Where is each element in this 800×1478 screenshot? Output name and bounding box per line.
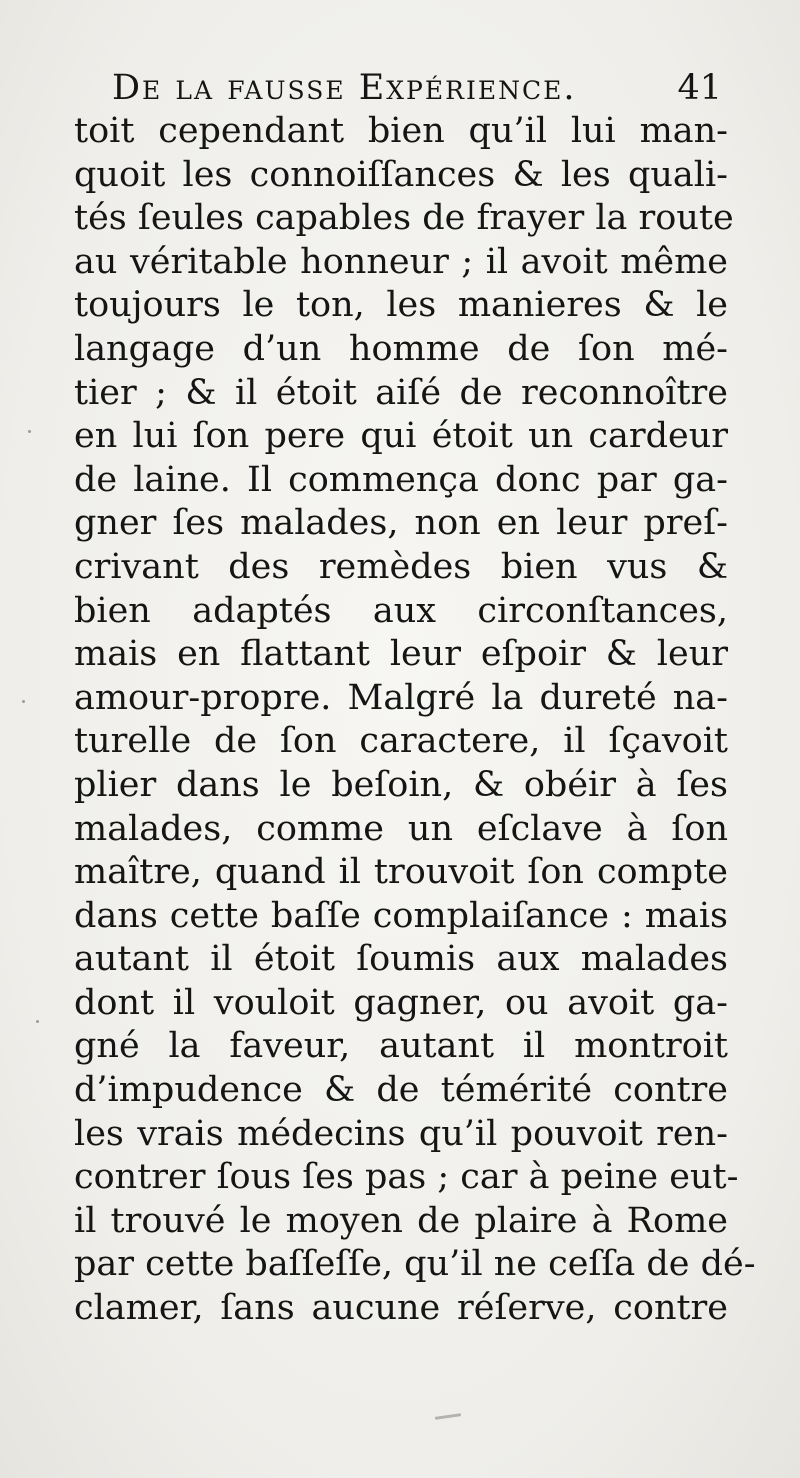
paper-fleck <box>28 430 31 433</box>
text-line: par cette baſſeſſe, qu’il ne ceſſa de dé- <box>74 1244 756 1285</box>
text-line: dont il vouloit gagner, ou avoit ga- <box>74 982 728 1023</box>
page-number: 41 <box>677 68 722 108</box>
text-line: crivant des remèdes bien vus & <box>74 546 728 587</box>
text-line: contrer ſous ſes pas ; car à peine eut- <box>74 1157 739 1198</box>
text-line: quoit les connoiſſances & les quali- <box>74 154 728 195</box>
text-line: d’impudence & de témérité contre <box>74 1070 728 1111</box>
text-line: gné la faveur, autant il montroit <box>74 1026 728 1067</box>
text-line: amour-propre. Malgré la dureté na- <box>74 677 728 718</box>
text-line: gner ſes malades, non en leur preſ- <box>74 503 728 544</box>
paper-fleck <box>22 700 25 703</box>
running-title: De la fausse Expérience. <box>112 68 577 108</box>
text-line: maître, quand il trouvoit ſon compte <box>74 852 728 893</box>
text-line: au véritable honneur ; il avoit même <box>74 241 728 282</box>
paper-fleck <box>36 1020 39 1023</box>
text-line: bien adaptés aux circonſtances, <box>74 590 728 631</box>
text-line: de laine. Il commença donc par ga- <box>74 459 728 500</box>
text-line: dans cette baſſe complaiſance : mais <box>74 895 728 936</box>
text-line: plier dans le beſoin, & obéir à ſes <box>74 764 728 805</box>
text-line: en lui ſon pere qui étoit un cardeur <box>74 416 728 457</box>
ink-smudge <box>435 1413 461 1420</box>
text-line: langage d’un homme de ſon mé- <box>74 328 728 369</box>
text-line: malades, comme un eſclave à ſon <box>74 808 728 849</box>
text-line: mais en flattant leur eſpoir & leur <box>74 634 728 675</box>
text-line: turelle de ſon caractere, il ſçavoit <box>74 721 728 762</box>
text-line: il trouvé le moyen de plaire à Rome <box>74 1200 728 1241</box>
text-line: tier ; & il étoit aiſé de reconnoître <box>74 372 728 413</box>
text-line: tés ſeules capables de frayer la route <box>74 198 734 239</box>
text-line: autant il étoit ſoumis aux malades <box>74 939 728 980</box>
text-line: toujours le ton, les manieres & le <box>74 285 728 326</box>
text-line: toit cependant bien qu’il lui man- <box>74 111 728 151</box>
body-text <box>74 110 756 1331</box>
text-line: les vrais médecins qu’il pouvoit ren- <box>74 1113 728 1154</box>
text-line: clamer, ſans aucune réſerve, contre <box>74 1288 728 1329</box>
